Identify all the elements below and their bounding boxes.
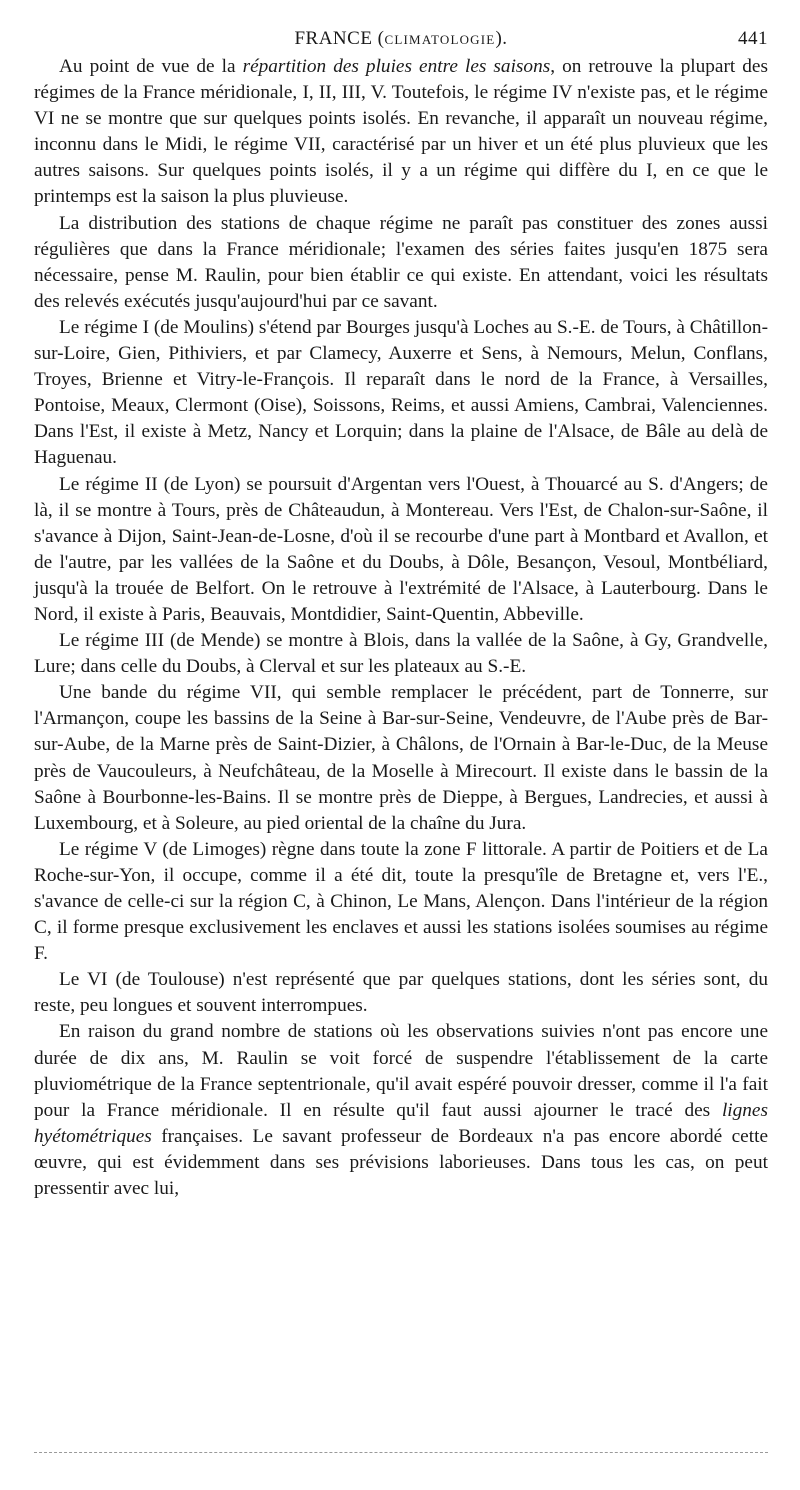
- running-title-smallcaps: CLIMATOLOGIE: [384, 32, 496, 47]
- page-number: 441: [738, 28, 768, 49]
- paragraph: Le régime II (de Lyon) se poursuit d'Argentan vers l'Ouest, à Thouarcé au S. d'Angers; de là, il se montre à Tours, près de Châteaudun, à Montereau. Vers l'Est, de Chalon-sur-Saône, il s'avance à Dijon, Saint-Jean-de-Losne, d'où il se recourbe d'une part à Montbard et Avallon, et de l'autre, par les vallées de la Saône et du Doubs, à Dôle, Besançon, Vesoul, Montbéliard, jusqu'à la trouée de Belfort. On le retrouve à l'extrémité de l'Alsace, à Lauterbourg. Dans le Nord, il existe à Paris, Beauvais, Montdidier, Saint-Quentin, Abbeville.: [34, 473, 768, 625]
- italic-phrase: lignes hyétométriques: [34, 1099, 768, 1147]
- running-title-main: FRANCE (: [294, 28, 385, 49]
- paragraph-text: En raison du grand nombre de stations où les observations suivies n'ont pas encore une durée de dix ans, M. Raulin se voit forcé de suspendre l'établissement de la carte pluviométrique de la France septentrionale, qu'il avait espéré pouvoir dresser, comme il l'a fait pour la France méridionale. Il en résulte qu'il faut aussi ajourner le tracé des: [34, 1021, 768, 1121]
- page: [34, 28, 768, 1202]
- italic-phrase: répartition des pluies entre les saisons: [242, 56, 551, 77]
- body-text: [34, 54, 768, 1202]
- paragraph-text: Au point de vue de la: [59, 56, 243, 77]
- running-title: [34, 28, 768, 50]
- running-title-end: ).: [495, 28, 508, 49]
- paragraph: La distribution des stations de chaque régime ne paraît pas constituer des zones aussi régulières que dans la France méridionale; l'examen des séries faites jusqu'en 1875 sera nécessaire, pense M. Raulin, pour bien établir ce qui existe. En attendant, voici les résultats des relevés exécutés jusqu'aujourd'hui par ce savant.: [34, 212, 768, 312]
- paragraph: Le régime I (de Moulins) s'étend par Bourges jusqu'à Loches au S.-E. de Tours, à Châtillon-sur-Loire, Gien, Pithiviers, et par Clamecy, Auxerre et Sens, à Nemours, Melun, Conflans, Troyes, Brienne et Vitry-le-François. Il reparaît dans le nord de la France, à Versailles, Pontoise, Meaux, Clermont (Oise), Soissons, Reims, et aussi Amiens, Cambrai, Valenciennes. Dans l'Est, il existe à Metz, Nancy et Lorquin; dans la plaine de l'Alsace, de Bâle au delà de Haguenau.: [34, 316, 768, 469]
- paragraph-text: françaises. Le savant professeur de Bordeaux n'a pas encore abordé cette œuvre, qui est évidemment dans ses prévisions laborieuses. Dans tous les cas, on peut pressentir avec lui,: [34, 1125, 768, 1200]
- paragraph-text: , on retrouve la plupart des régimes de la France méridionale, I, II, III, V. Toutefois, le régime IV n'existe pas, et le régime VI ne se montre que sur quelques points isolés. En revanche, il apparaît un nouveau régime, inconnu dans le Midi, le régime VII, caractérisé par un hiver et un été plus pluvieux que les autres saisons. Sur quelques points isolés, il y a un régime qui diffère du I, en ce que le printemps est la saison la plus pluvieuse.: [34, 56, 768, 208]
- paragraph: Le régime III (de Mende) se montre à Blois, dans la vallée de la Saône, à Gy, Grandvelle, Lure; dans celle du Doubs, à Clerval et sur les plateaux au S.-E.: [34, 630, 768, 678]
- running-head: [34, 28, 768, 54]
- paragraph: Le régime V (de Limoges) règne dans toute la zone F littorale. A partir de Poitiers et de La Roche-sur-Yon, il occupe, comme il a été dit, toute la presqu'île de Bretagne et, vers l'E., s'avance de celle-ci sur la région C, à Chinon, Le Mans, Alençon. Dans l'intérieur de la région C, il forme presque exclusivement les enclaves et aussi les stations isolées soumises au régime F.: [34, 838, 768, 965]
- paragraph: [34, 1019, 768, 1202]
- paragraph: Une bande du régime VII, qui semble remplacer le précédent, part de Tonnerre, sur l'Armançon, coupe les bassins de la Seine à Bar-sur-Seine, Vendeuvre, de l'Aube près de Bar-sur-Aube, de la Marne près de Saint-Dizier, à Châlons, de l'Ornain à Bar-le-Duc, de la Meuse près de Vaucouleurs, à Neufchâteau, de la Moselle à Mirecourt. Il existe dans le bassin de la Saône à Bourbonne-les-Bains. Il se montre près de Dieppe, à Bergues, Landrecies, et aussi à Luxembourg, et à Soleure, au pied oriental de la chaîne du Jura.: [34, 682, 768, 834]
- bottom-dashed-rule: [34, 1452, 768, 1453]
- paragraph: Le VI (de Toulouse) n'est représenté que par quelques stations, dont les séries sont, du reste, peu longues et souvent interrompues.: [34, 969, 768, 1017]
- paragraph: [34, 54, 768, 211]
